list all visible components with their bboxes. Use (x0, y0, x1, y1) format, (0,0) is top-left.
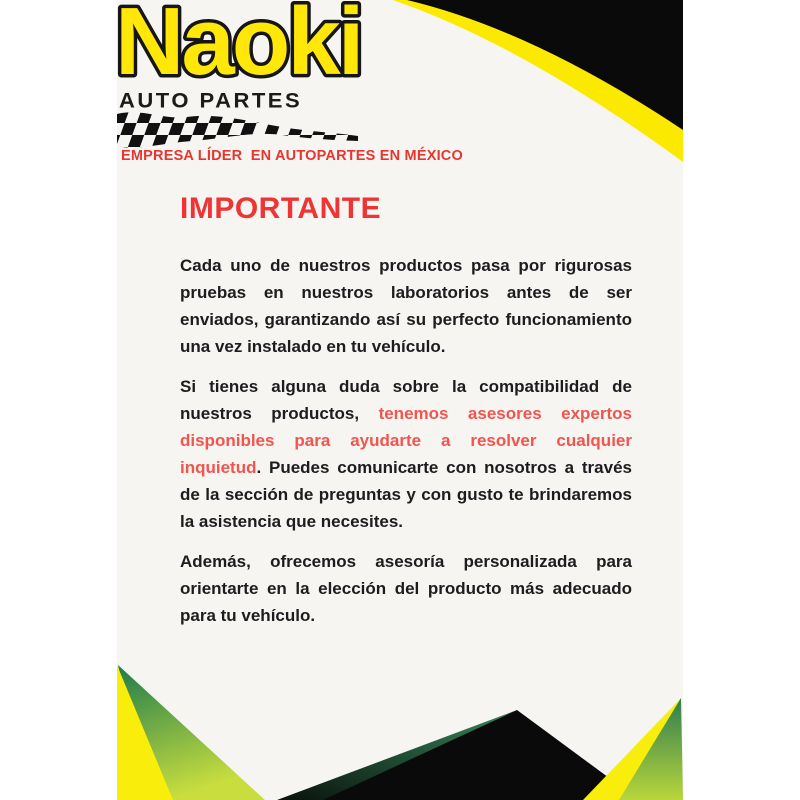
paragraph-support (180, 373, 632, 535)
main-content (180, 192, 632, 642)
logo-subtitle: AUTO PARTES (119, 88, 303, 113)
paragraph-support-after: . Puedes comunicarte con nosotros a través de la sección de preguntas y con gusto te brindaremos la asistencia que necesites. (180, 458, 632, 531)
bottom-decoration (117, 600, 683, 800)
naoki-logo (117, 0, 423, 98)
top-right-curve-decoration (393, 0, 683, 165)
poster (117, 0, 683, 800)
paragraph-quality: Cada uno de nuestros productos pasa por rigurosas pruebas en nuestros laboratorios antes de ser enviados, garantizando así su perfecto funcionamiento una vez instalado en tu vehículo. (180, 256, 632, 356)
page-title: IMPORTANTE (180, 192, 382, 225)
right-green-triangle (619, 698, 683, 800)
checkered-flag-icon (117, 111, 360, 153)
logo-text: Naoki (115, 0, 362, 95)
paragraph-support-highlight: tenemos asesores expertos disponibles para ayudarte a resolver cualquier inquietud (180, 404, 632, 477)
paragraph-advice: Además, ofrecemos asesoría personalizada para orientarte en la elección del producto más adecuado para tu vehículo. (180, 552, 632, 625)
brand-tagline: EMPRESA LÍDER EN AUTOPARTES EN MÉXICO (121, 148, 463, 164)
paragraph-support-before: Si tienes alguna duda sobre la compatibilidad de nuestros productos, (180, 377, 632, 423)
